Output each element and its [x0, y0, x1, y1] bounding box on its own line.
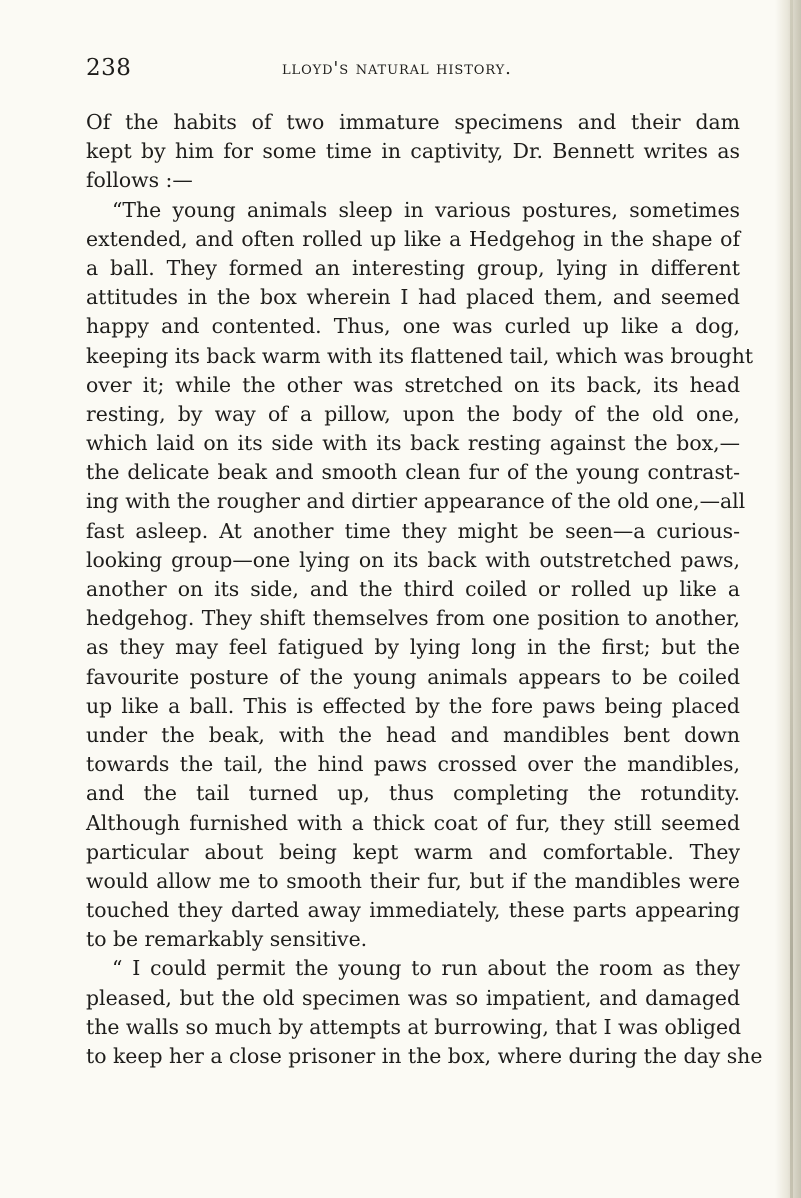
text-line: hedgehog. They shift themselves from one position to another,: [86, 606, 740, 631]
text-line: to be remarkably sensitive.: [86, 927, 368, 952]
text-line: the walls so much by attempts at burrowing, that I was obliged: [86, 1014, 742, 1039]
text-line: pleased, but the old specimen was so impatient, and damaged: [86, 985, 740, 1010]
text-line: fast asleep. At another time they might be seen—a curious-: [86, 518, 740, 543]
text-line: towards the tail, the hind paws crossed over the mandibles,: [86, 752, 740, 777]
running-head: [86, 55, 736, 89]
text-line: touched they darted away immediately, these parts appearing: [86, 898, 740, 923]
text-line: follows :—: [86, 168, 193, 193]
text-line: Of the habits of two immature specimens and their dam: [86, 110, 740, 134]
page-edge-line: [790, 0, 793, 1198]
text-line: happy and contented. Thus, one was curled up like a dog,: [86, 314, 740, 339]
text-line: “The young animals sleep in various postures, sometimes: [112, 197, 740, 222]
page-edge-shadow: [775, 0, 801, 1198]
text-line: extended, and often rolled up like a Hedgehog in the shape of: [86, 226, 740, 251]
text-line: over it; while the other was stretched on its back, its head: [86, 372, 740, 397]
text-line: “ I could permit the young to run about the room as they: [112, 956, 740, 981]
text-line: another on its side, and the third coiled or rolled up like a: [86, 577, 740, 601]
text-line: and the tail turned up, thus completing the rotundity.: [86, 781, 740, 806]
page-number: 238: [86, 55, 132, 81]
text-line: to keep her a close prisoner in the box, where during the day she: [86, 1044, 763, 1068]
text-line: the delicate beak and smooth clean fur of the young contrast-: [86, 460, 740, 485]
text-line: resting, by way of a pillow, upon the body of the old one,: [86, 401, 740, 426]
text-line: Although furnished with a thick coat of fur, they still seemed: [86, 810, 740, 835]
running-title: lloyd's natural history.: [282, 58, 512, 79]
text-line: favourite posture of the young animals appears to be coiled: [86, 664, 740, 689]
text-line: up like a ball. This is effected by the fore paws being placed: [86, 693, 740, 718]
text-line: kept by him for some time in captivity, Dr. Bennett writes as: [86, 139, 740, 164]
text-line: under the beak, with the head and mandibles bent down: [86, 722, 740, 747]
text-line: as they may feel fatigued by lying long in the first; but the: [86, 635, 740, 660]
text-line: which laid on its side with its back resting against the box,—: [86, 431, 740, 456]
text-line: keeping its back warm with its flattened tail, which was brought: [86, 343, 754, 368]
text-line: particular about being kept warm and comfortable. They: [86, 839, 740, 864]
text-line: would allow me to smooth their fur, but if the mandibles were: [86, 868, 740, 893]
text-line: attitudes in the box wherein I had placed them, and seemed: [86, 285, 740, 310]
body-text: [86, 108, 763, 1071]
text-line: looking group—one lying on its back with outstretched paws,: [86, 547, 740, 572]
text-line: a ball. They formed an interesting group, lying in different: [86, 255, 740, 280]
text-line: ing with the rougher and dirtier appearance of the old one,—all: [86, 489, 746, 514]
